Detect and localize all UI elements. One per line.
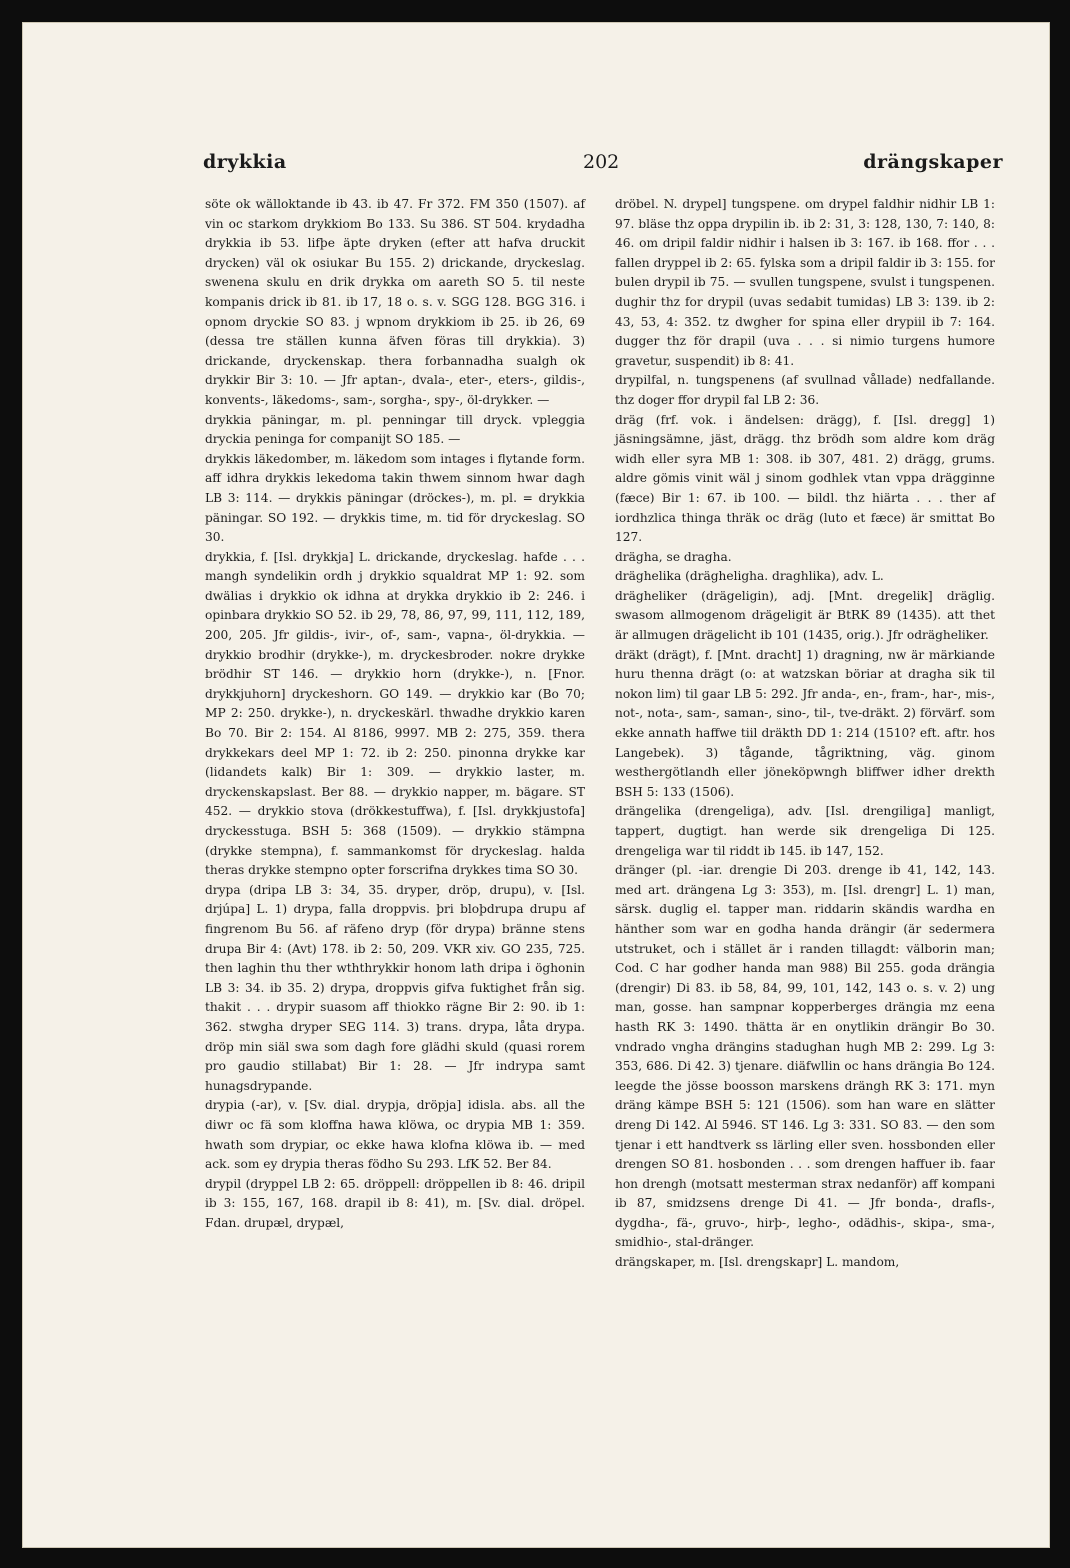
entry-paragraph: drägheliker (drägeligin), adj. [Mnt. dregelik] dräglig. swasom allmogenom drägeligit är BtRK 89 (1435). att thet är allmugen drägelicht ib 101 (1435, orig.). Jfr odrägheliker. — [615, 588, 995, 643]
running-header — [203, 151, 1003, 181]
page-number: 202 — [583, 151, 620, 173]
entry-paragraph: drypil (dryppel LB 2: 65. dröppell: dröppellen ib 8: 46. dripil ib 3: 155, 167, 168. drapil ib 8: 41), m. [Sv. dial. dröpel. Fdan. drupæl, drypæl, — [205, 1176, 585, 1230]
scan-border — [1051, 0, 1070, 1568]
entry-paragraph: drängelika (drengeliga), adv. [Isl. drengiliga] manligt, tappert, dugtigt. han werde sik drengeliga Di 125. drengeliga war til riddt ib 145. ib 147, 152. — [615, 804, 995, 858]
entry-paragraph: drypia (-ar), v. [Sv. dial. drypja, dröpja] idisla. abs. all the diwr oc fä som kloffna hawa klöwa, oc drypia MB 1: 359. hwath som drypiar, oc ekke hawa klofna klöwa ib. — med ack. som ey drypia theras födho Su 293. LfK 52. Ber 84. — [205, 1098, 585, 1172]
dictionary-page — [22, 22, 1050, 1548]
entry-paragraph: dräkt (drägt), f. [Mnt. dracht] 1) dragning, nw är märkiande huru thenna drägt (o: at watzskan böriar at dragha sik til nokon lim) til gaar LB 5: 292. Jfr anda-, en-, fram-, har-, mis-, not-, nota-, sam-, saman-, sino-, til-, tve-dräkt. 2) förvärf. som ekke annath haffwe tiil dräkth DD 1: 214 (1510? eft. aftr. hos Langebek). 3) tågande, tågriktning, väg. ginom westhergötlandh eller jöneköpwngh bliffwer idher drekth BSH 5: 133 (1506). — [615, 647, 995, 799]
entry-paragraph: drykkia päningar, m. pl. penningar till dryck. vpleggia dryckia peninga for companijt SO 185. — — [205, 412, 585, 447]
entry-paragraph: drägha, se dragha. — [615, 549, 732, 564]
entry-paragraph: dräghelika (dräghelighа. draghlika), adv. L. — [615, 569, 884, 584]
entry-paragraph: drängskaper, m. [Isl. drengskapr] L. mandom, — [615, 1255, 900, 1270]
right-column — [615, 195, 995, 1273]
entry-paragraph: söte ok wälloktande ib 43. ib 47. Fr 372. FM 350 (1507). af vin oc starkom drykkiom Bo 133. Su 386. ST 504. krydadha drykkia ib 53. lifþe äpte dryken (efter att hafva druckit drycken) väl ok osiukar Bu 155. 2) drickande, dryckeslag. swenena skulu en drik drykka om aareth SO 5. til neste kompanis drick ib 81. ib 17, 18 o. s. v. SGG 128. BGG 316. i opnom dryckie SO 83. j wpnom drykkiom ib 25. ib 26, 69 (dessa tre ställen kunna äfven föras till drykkia). 3) drickande, dryckenskap. thera forbannadha sualgh ok drykkir Bir 3: 10. — Jfr aptan-, dvala-, eter-, eters-, gildis-, konvents-, läkedoms-, sam-, sorgha-, spy-, öl-drykker. — — [205, 197, 585, 407]
entry-paragraph: dränger (pl. -iar. drengie Di 203. drenge ib 41, 142, 143. med art. drängena Lg 3: 353), m. [Isl. drengr] L. 1) man, särsk. duglig el. tapper man. riddarin skändis wardha en hänther som war en godha handa drängir (är sedermera utstruket, och i stället är i randen tillagdt: välborin man; Cod. C har godher handa man 988) Bil 255. goda drängia (drengir) Di 83. ib 58, 84, 99, 101, 142, 143 o. s. v. 2) ung man, gosse. han sampnar kopperberges drängia mz eena hasth RK 3: 1490. thätta är en onytlikin drängir Bo 30. vndrado vngha drängins stadughan hugh MB 2: 299. Lg 3: 353, 686. Di 42. 3) tjenare. diäfwllin oc hans drängia Bo 124. leegde the jösse boosson marskens drängh RK 3: 171. myn dräng kämpe BSH 5: 121 (1506). som han ware en slätter dreng Di 142. Al 5946. ST 146. Lg 3: 331. SO 83. — den som tjenar i ett handtverk ss lärling eller sven. hossbonden eller drengen SO 81. hosbonden . . . som drengen haffuer ib. faar hon drengh (motsatt mesterman strax nedanför) aff kompani ib 87, smidzsens drenge Di 41. — Jfr bonda-, drafls-, dygdha-, fä-, gruvo-, hirþ-, legho-, odädhis-, skipa-, sma-, smidhio-, stal-dränger. — [615, 863, 995, 1250]
entry-paragraph: drykkia, f. [Isl. drykkja] L. drickande, dryckeslag. hafde . . . mangh syndelikin ordh j drykkio squaldrat MP 1: 92. som dwälias i drykkio ok idhna at drykka drykkio ib 2: 246. i opinbara drykkio SO 52. ib 29, 78, 86, 97, 99, 111, 112, 189, 200, 205. Jfr gildis-, ivir-, of-, sam-, vapna-, öl-drykkia. — drykkio brodhir (drykke-), m. dryckesbroder. nokre drykke brödhir ST 146. — drykkio horn (drykke-), n. [Fnor. drykkjuhorn] dryckeshorn. GO 149. — drykkio kar (Bo 70; MP 2: 250. drykke-), n. dryckeskärl. thwadhe drykkio karen Bo 70. Bir 2: 154. Al 8186, 9997. MB 2: 275, 359. thera drykkekars deel MP 1: 72. ib 2: 250. pinonna drykke kar (lidandets kalk) Bir 1: 309. — drykkio laster, m. dryckenskapslast. Ber 88. — drykkio napper, m. bägare. ST 452. — drykkio stova (drökkestuffwa), f. [Isl. drykkjustofa] dryckesstuga. BSH 5: 368 (1509). — drykkio stämpna (drykke stempna), f. sammankomst för dryckeslag. halda theras drykke stempno opter forscrifna drykkes tima SO 30. — [205, 549, 585, 878]
entry-paragraph: drypa (dripa LB 3: 34, 35. dryper, dröp, drupu), v. [Isl. drjúpa] L. 1) drypa, falla droppvis. þri bloþdrupa drupu af fingrenom Bu 56. af räfeno dryp (för drypa) bränne stens drupa Bir 4: (Avt) 178. ib 2: 50, 209. VKR xiv. GO 235, 725. then laghin thu ther wththrykkir honom lath dripa i öghonin LB 3: 34. ib 35. 2) drypa, droppvis gifva fuktighet från sig. thakit . . . drypir suasom aff thiokko rägne Bir 2: 90. ib 1: 362. stwgha dryper SEG 114. 3) trans. drypa, låta drypa. dröp min siäl swa som dagh fore glädhi skuld (quasi rorem pro gaudio stillabat) Bir 1: 28. — Jfr indrypa samt hunagsdrypande. — [205, 882, 585, 1093]
entry-paragraph: dröbel. N. drypel] tungspene. om drypel faldhir nidhir LB 1: 97. bläse thz oppa drypilin ib. ib 2: 31, 3: 128, 130, 7: 140, 8: 46. om dripil faldir nidhir i halsen ib 3: 167. ib 168. ffor . . . fallen dryppel ib 2: 65. fylska som a dripil faldir ib 3: 155. for bulen drypil ib 75. — svullen tungspene, svulst i tungspenen. dughir thz for drypil (uvas sedabit tumidas) LB 3: 139. ib 2: 43, 53, 4: 352. tz dwgher for spina eller drypiil ib 7: 164. dugger thz för drapil (uva . . . si nimio turgens humore gravetur, suspendit) ib 8: 41. — [615, 197, 995, 368]
entry-paragraph: drykkis läkedomber, m. läkedom som intages i flytande form. aff idhra drykkis lekedoma takin thwem sinnom hwar dagh LB 3: 114. — drykkis päningar (dröckes-), m. pl. = drykkia päningar. SO 192. — drykkis time, m. tid för dryckeslag. SO 30. — [205, 451, 585, 545]
header-right-guide-word: drängskaper — [863, 151, 1003, 173]
left-column — [205, 195, 585, 1233]
entry-paragraph: drypilfal, n. tungspenens (af svullnad vållade) nedfallande. thz doger ffor drypil fal LB 2: 36. — [615, 373, 995, 407]
entry-paragraph: dräg (frf. vok. i ändelsen: drägg), f. [Isl. dregg] 1) jäsningsämne, jäst, drägg. thz brödh som aldre kom dräg widh eller syra MB 1: 308. ib 307, 481. 2) drägg, grums. aldre gömis vinit wäl j sinom godhlek vtan vppa drägginne (fæce) Bir 1: 67. ib 100. — bildl. thz hiärta . . . ther af iordhzlica thinga thräk oc dräg (luto et fæce) är smittat Bo 127. — [615, 412, 995, 545]
header-left-guide-word: drykkia — [203, 151, 287, 173]
